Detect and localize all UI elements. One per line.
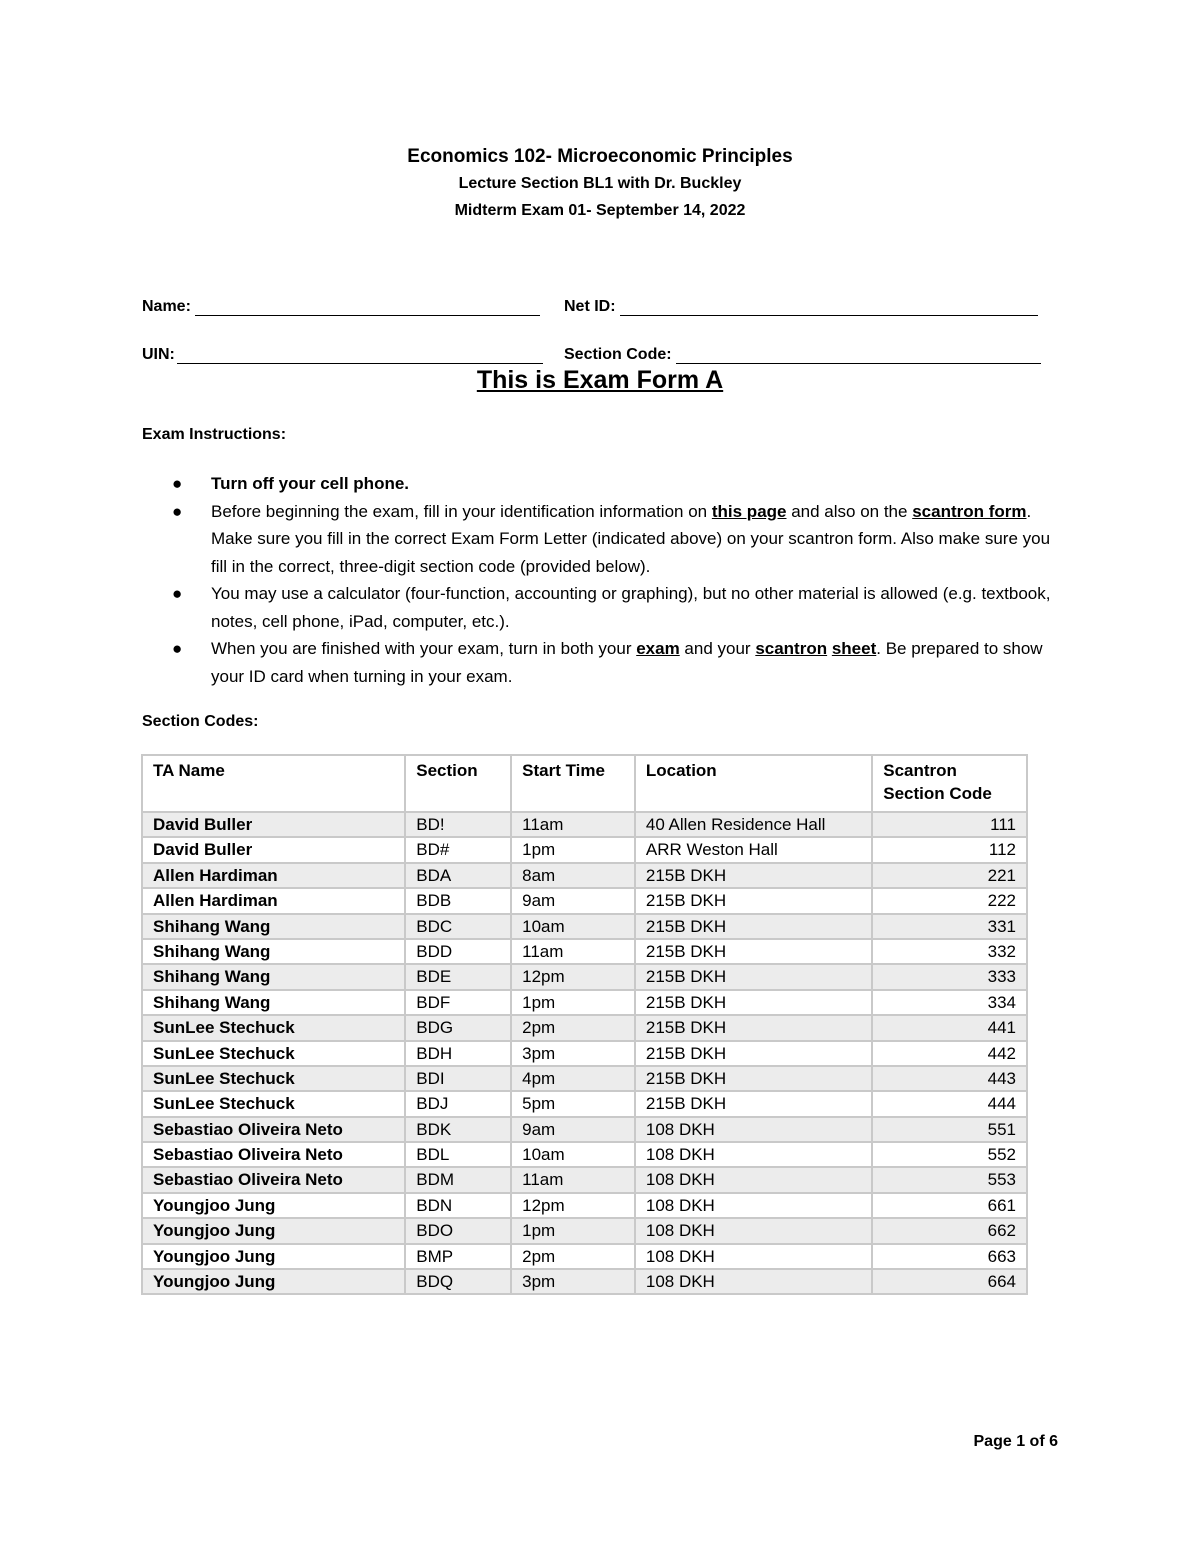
start-time-cell: 12pm (511, 1193, 635, 1218)
scantron-code-cell: 444 (872, 1091, 1027, 1116)
column-header-start-time: Start Time (511, 755, 635, 812)
table-row (142, 1142, 1027, 1167)
instructions-label: Exam Instructions: (142, 426, 287, 443)
table-row (142, 990, 1027, 1015)
ta-name-cell: SunLee Stechuck (142, 1066, 405, 1091)
ta-name-cell: SunLee Stechuck (142, 1091, 405, 1116)
table-row (142, 1066, 1027, 1091)
scantron-code-cell: 664 (872, 1269, 1027, 1294)
section-cell: BDE (405, 964, 511, 989)
instruction-item: ● Turn off your cell phone. (142, 470, 1062, 498)
table-row (142, 939, 1027, 964)
section-cell: BDL (405, 1142, 511, 1167)
location-cell: 215B DKH (635, 888, 872, 913)
start-time-cell: 11am (511, 1167, 635, 1192)
section-cell: BDB (405, 888, 511, 913)
page-number: Page 1 of 6 (973, 1433, 1058, 1450)
ta-name-cell: Youngjoo Jung (142, 1244, 405, 1269)
table-row (142, 1244, 1027, 1269)
location-cell: 215B DKH (635, 1041, 872, 1066)
uin-blank-line[interactable] (177, 345, 543, 364)
table-row (142, 964, 1027, 989)
ta-name-cell: David Buller (142, 812, 405, 837)
start-time-cell: 1pm (511, 1218, 635, 1243)
scantron-code-cell: 331 (872, 914, 1027, 939)
ta-name-cell: Youngjoo Jung (142, 1193, 405, 1218)
start-time-cell: 3pm (511, 1269, 635, 1294)
scantron-code-cell: 112 (872, 837, 1027, 862)
table-row (142, 1041, 1027, 1066)
net-id-blank-line[interactable] (620, 297, 1038, 316)
ta-name-cell: Youngjoo Jung (142, 1269, 405, 1294)
table-row (142, 837, 1027, 862)
scantron-code-cell: 441 (872, 1015, 1027, 1040)
ta-name-cell: SunLee Stechuck (142, 1041, 405, 1066)
instructions-list (142, 470, 1062, 690)
scantron-code-cell: 333 (872, 964, 1027, 989)
column-header-scantron-code: Scantron Section Code (872, 755, 1027, 812)
column-header-ta-name: TA Name (142, 755, 405, 812)
start-time-cell: 9am (511, 888, 635, 913)
start-time-cell: 2pm (511, 1015, 635, 1040)
location-cell: ARR Weston Hall (635, 837, 872, 862)
start-time-cell: 8am (511, 863, 635, 888)
ta-name-cell: Allen Hardiman (142, 888, 405, 913)
location-cell: 215B DKH (635, 1015, 872, 1040)
scantron-code-cell: 551 (872, 1117, 1027, 1142)
start-time-cell: 1pm (511, 990, 635, 1015)
start-time-cell: 10am (511, 1142, 635, 1167)
scantron-code-cell: 661 (872, 1193, 1027, 1218)
section-cell: BDI (405, 1066, 511, 1091)
location-cell: 108 DKH (635, 1167, 872, 1192)
section-cell: BDD (405, 939, 511, 964)
scantron-code-cell: 222 (872, 888, 1027, 913)
uin-label: UIN: (142, 346, 175, 363)
ta-name-cell: Shihang Wang (142, 939, 405, 964)
uin-field[interactable] (142, 316, 548, 364)
net-id-field[interactable] (564, 268, 1058, 316)
ta-name-cell: SunLee Stechuck (142, 1015, 405, 1040)
section-cell: BMP (405, 1244, 511, 1269)
location-cell: 40 Allen Residence Hall (635, 812, 872, 837)
instruction-item: ● When you are finished with your exam, turn in both your exam and your scantron sheet. Be prepared to show your ID card when turning in your exam. (142, 635, 1062, 690)
start-time-cell: 10am (511, 914, 635, 939)
identification-fields (142, 268, 1058, 364)
section-code-label: Section Code: (564, 346, 672, 363)
scantron-code-cell: 332 (872, 939, 1027, 964)
table-row (142, 1193, 1027, 1218)
location-cell: 108 DKH (635, 1117, 872, 1142)
location-cell: 215B DKH (635, 990, 872, 1015)
scantron-code-cell: 552 (872, 1142, 1027, 1167)
name-label: Name: (142, 298, 191, 315)
section-cell: BDF (405, 990, 511, 1015)
location-cell: 215B DKH (635, 863, 872, 888)
name-blank-line[interactable] (195, 297, 540, 316)
table-row (142, 863, 1027, 888)
bullet-icon: ● (172, 639, 183, 658)
section-cell: BDG (405, 1015, 511, 1040)
lecture-section: Lecture Section BL1 with Dr. Buckley (458, 175, 742, 192)
scantron-code-cell: 334 (872, 990, 1027, 1015)
section-cell: BDN (405, 1193, 511, 1218)
location-cell: 108 DKH (635, 1244, 872, 1269)
ta-name-cell: Youngjoo Jung (142, 1218, 405, 1243)
instruction-item: ● You may use a calculator (four-function, accounting or graphing), but no other material is allowed (e.g. textbook, notes, cell phone, iPad, computer, etc.). (142, 580, 1062, 635)
name-field[interactable] (142, 268, 548, 316)
ta-name-cell: Shihang Wang (142, 964, 405, 989)
ta-name-cell: Sebastiao Oliveira Neto (142, 1167, 405, 1192)
ta-name-cell: Allen Hardiman (142, 863, 405, 888)
location-cell: 108 DKH (635, 1142, 872, 1167)
bullet-icon: ● (172, 501, 183, 521)
table-row (142, 888, 1027, 913)
location-cell: 215B DKH (635, 964, 872, 989)
table-row (142, 1167, 1027, 1192)
table-row (142, 1117, 1027, 1142)
start-time-cell: 12pm (511, 964, 635, 989)
location-cell: 108 DKH (635, 1269, 872, 1294)
scantron-code-cell: 442 (872, 1041, 1027, 1066)
course-title: Economics 102- Microeconomic Principles (407, 146, 793, 167)
section-cell: BDM (405, 1167, 511, 1192)
bullet-icon: ● (172, 474, 183, 493)
section-cell: BD# (405, 837, 511, 862)
column-header-section: Section (405, 755, 511, 812)
location-cell: 108 DKH (635, 1218, 872, 1243)
table-row (142, 1218, 1027, 1243)
section-code-blank-line[interactable] (676, 345, 1041, 364)
start-time-cell: 11am (511, 939, 635, 964)
section-cell: BDO (405, 1218, 511, 1243)
table-row (142, 914, 1027, 939)
section-cell: BDC (405, 914, 511, 939)
start-time-cell: 5pm (511, 1091, 635, 1116)
scantron-code-cell: 111 (872, 812, 1027, 837)
scantron-code-cell: 443 (872, 1066, 1027, 1091)
instruction-item: ● Before beginning the exam, fill in your identification information on this page and also on the scantron form. Make sure you fill in the correct Exam Form Letter (indicated above) on your scantron form. Also make sure you fill in the correct, three-digit section code (provided below). (142, 498, 1062, 581)
section-cell: BDJ (405, 1091, 511, 1116)
start-time-cell: 11am (511, 812, 635, 837)
document-header (0, 143, 1200, 224)
start-time-cell: 4pm (511, 1066, 635, 1091)
section-cell: BD! (405, 812, 511, 837)
ta-name-cell: Shihang Wang (142, 914, 405, 939)
section-codes-label: Section Codes: (142, 713, 259, 730)
ta-name-cell: Sebastiao Oliveira Neto (142, 1142, 405, 1167)
bullet-icon: ● (172, 584, 183, 603)
section-cell: BDA (405, 863, 511, 888)
location-cell: 215B DKH (635, 1066, 872, 1091)
start-time-cell: 2pm (511, 1244, 635, 1269)
location-cell: 215B DKH (635, 914, 872, 939)
scantron-code-cell: 553 (872, 1167, 1027, 1192)
section-code-field[interactable] (564, 316, 1058, 364)
net-id-label: Net ID: (564, 298, 616, 315)
location-cell: 215B DKH (635, 1091, 872, 1116)
column-header-location: Location (635, 755, 872, 812)
start-time-cell: 1pm (511, 837, 635, 862)
section-cell: BDK (405, 1117, 511, 1142)
table-header-row (142, 755, 1027, 812)
table-row (142, 812, 1027, 837)
scantron-code-cell: 663 (872, 1244, 1027, 1269)
section-codes-table (141, 754, 1028, 1295)
start-time-cell: 9am (511, 1117, 635, 1142)
table-row (142, 1091, 1027, 1116)
location-cell: 215B DKH (635, 939, 872, 964)
scantron-code-cell: 221 (872, 863, 1027, 888)
scantron-code-cell: 662 (872, 1218, 1027, 1243)
table-row (142, 1015, 1027, 1040)
section-cell: BDQ (405, 1269, 511, 1294)
exam-form-heading: This is Exam Form A (476, 366, 724, 394)
ta-name-cell: Shihang Wang (142, 990, 405, 1015)
location-cell: 108 DKH (635, 1193, 872, 1218)
table-body (142, 812, 1027, 1294)
section-cell: BDH (405, 1041, 511, 1066)
ta-name-cell: Sebastiao Oliveira Neto (142, 1117, 405, 1142)
start-time-cell: 3pm (511, 1041, 635, 1066)
ta-name-cell: David Buller (142, 837, 405, 862)
exam-date: Midterm Exam 01- September 14, 2022 (454, 202, 746, 219)
table-row (142, 1269, 1027, 1294)
